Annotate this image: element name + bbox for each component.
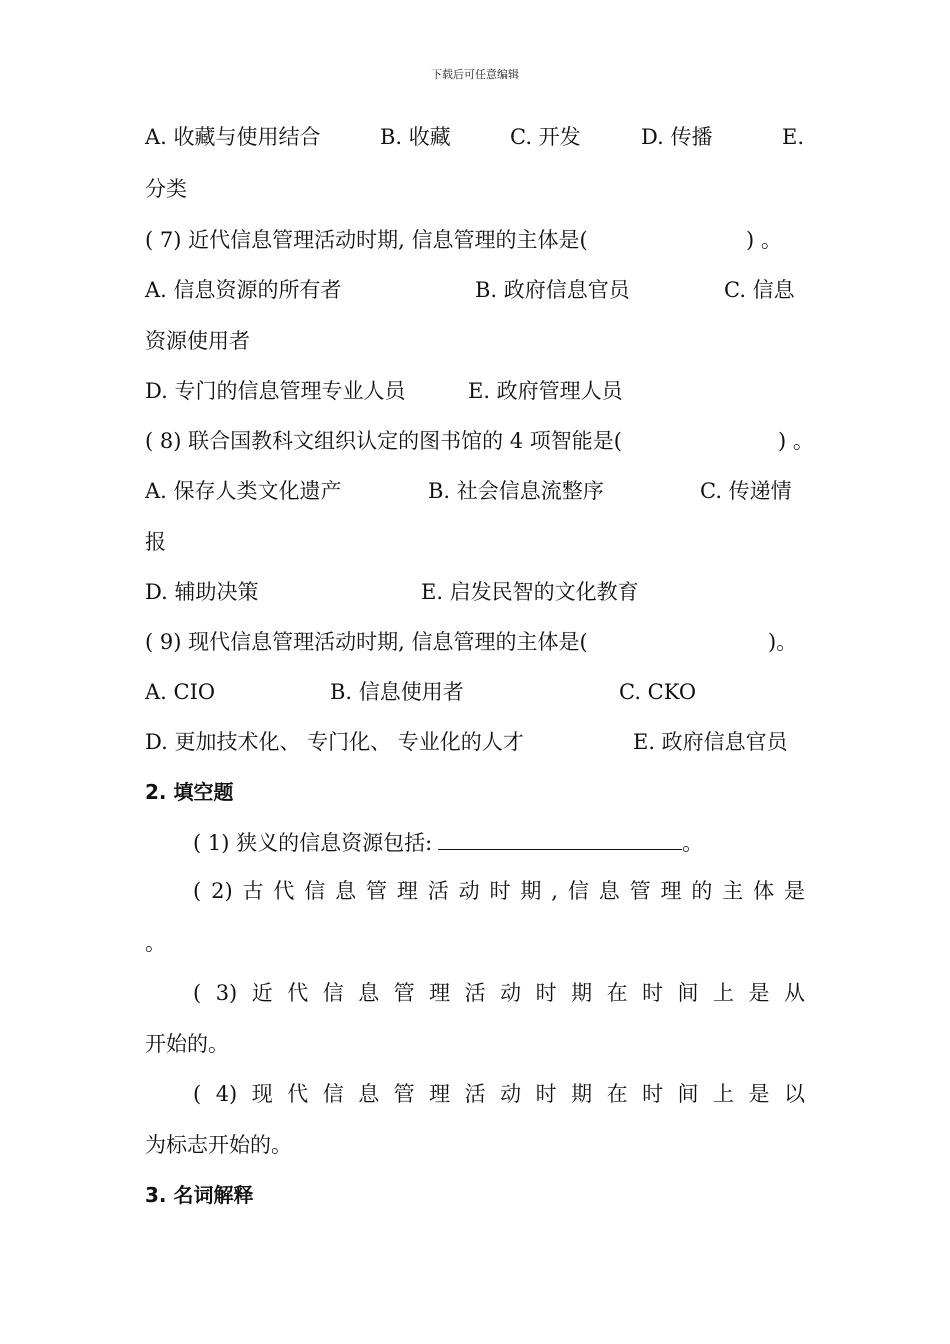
fill-4-char: 期 (571, 1082, 593, 1106)
fill-4-char: 活 (464, 1082, 486, 1106)
fill-4-char: 代 (287, 1082, 309, 1106)
fill-4-row (193, 1081, 805, 1107)
fill-4-char: 管 (393, 1082, 415, 1106)
fill-3-char: 在 (606, 981, 628, 1005)
fill-3-char: 信 (322, 981, 344, 1005)
fill-2-wrap: 。 (145, 931, 166, 955)
fill-3-row (193, 980, 805, 1006)
q7-option-c-wrap: 资源使用者 (145, 329, 250, 353)
fill-2-char: 的 (691, 879, 713, 903)
fill-4-char: 以 (784, 1082, 805, 1106)
fill-3-char: ( (193, 981, 202, 1005)
fill-2-char: 古 (242, 879, 264, 903)
fill-1-end: 。 (682, 831, 704, 855)
fill-2-char: 理 (660, 879, 682, 903)
fill-2-char: , (551, 879, 558, 903)
q9-stem: ( 9) 现代信息管理活动时期, 信息管理的主体是( (145, 630, 588, 654)
fill-2-char: 主 (722, 879, 744, 903)
fill-1-text: ( 1) 狭义的信息资源包括: (193, 831, 433, 855)
fill-4-char: 在 (606, 1082, 628, 1106)
q7-option-e: E. 政府管理人员 (468, 379, 623, 403)
fill-2-char: 活 (427, 879, 449, 903)
q6-option-b: B. 收藏 (380, 125, 451, 149)
fill-4-char: 时 (535, 1082, 557, 1106)
fill-3-char: 是 (748, 981, 770, 1005)
q6-option-e: E. (782, 125, 805, 149)
q6-option-c: C. 开发 (510, 125, 581, 149)
section-2-title: 2. 填空题 (145, 780, 234, 804)
q6-option-e-wrap: 分类 (145, 177, 187, 201)
fill-3-char: 管 (393, 981, 415, 1005)
q9-stem-end: )。 (768, 630, 798, 654)
fill-3-wrap: 开始的。 (145, 1032, 229, 1056)
fill-2-char: 是 (783, 879, 805, 903)
fill-3-char: 近 (251, 981, 273, 1005)
fill-3-char: 时 (642, 981, 664, 1005)
fill-4-char: 息 (358, 1082, 380, 1106)
fill-2-char: ( (193, 879, 202, 903)
fill-4-char: 动 (500, 1082, 522, 1106)
fill-3-char: 上 (713, 981, 735, 1005)
fill-4-char: 信 (322, 1082, 344, 1106)
fill-4-char: 时 (642, 1082, 664, 1106)
fill-2-char: 时 (489, 879, 511, 903)
q7-option-c: C. 信息 (724, 278, 795, 302)
fill-4-wrap: 为标志开始的。 (145, 1133, 292, 1157)
q7-option-a: A. 信息资源的所有者 (145, 278, 342, 302)
fill-2-char: 期 (520, 879, 542, 903)
q6-option-d: D. 传播 (641, 125, 713, 149)
fill-3-char: 时 (535, 981, 557, 1005)
q9-option-d: D. 更加技术化、 专门化、 专业化的人才 (145, 730, 524, 754)
fill-3-char: 息 (358, 981, 380, 1005)
fill-4-char: 间 (677, 1082, 699, 1106)
fill-1-blank (438, 829, 682, 850)
q8-option-c-wrap: 报 (145, 530, 166, 554)
fill-2-char: 管 (366, 879, 388, 903)
fill-2-row (193, 878, 805, 904)
q8-option-c: C. 传递情 (700, 479, 792, 503)
q8-stem: ( 8) 联合国教科文组织认定的图书馆的 4 项智能是( (145, 429, 622, 453)
fill-4-char: 是 (748, 1082, 770, 1106)
fill-4-char: 上 (713, 1082, 735, 1106)
section-3-title: 3. 名词解释 (145, 1183, 254, 1207)
fill-2-char: 息 (598, 879, 620, 903)
q7-stem-end: ) 。 (746, 228, 782, 252)
q9-option-c: C. CKO (619, 680, 697, 704)
fill-2-char: 信 (567, 879, 589, 903)
fill-3-char: 理 (429, 981, 451, 1005)
fill-2-char: 代 (273, 879, 295, 903)
q9-option-a: A. CIO (145, 680, 216, 704)
q8-option-e: E. 启发民智的文化教育 (421, 580, 639, 604)
q7-option-b: B. 政府信息官员 (475, 278, 630, 302)
fill-4-char: 理 (429, 1082, 451, 1106)
fill-4-char: 现 (251, 1082, 273, 1106)
fill-2-char: 动 (458, 879, 480, 903)
fill-3-char: 代 (287, 981, 309, 1005)
fill-1 (193, 829, 703, 856)
fill-2-char: 2) (211, 879, 233, 903)
q7-stem: ( 7) 近代信息管理活动时期, 信息管理的主体是( (145, 228, 588, 252)
q9-option-e: E. 政府信息官员 (633, 730, 788, 754)
fill-2-char: 信 (304, 879, 326, 903)
q8-option-a: A. 保存人类文化遗产 (145, 479, 342, 503)
q8-option-b: B. 社会信息流整序 (428, 479, 604, 503)
fill-3-char: 从 (784, 981, 805, 1005)
fill-3-char: 间 (677, 981, 699, 1005)
q8-stem-end: ) 。 (778, 429, 814, 453)
page-header: 下载后可任意编辑 (431, 68, 519, 81)
fill-2-char: 息 (335, 879, 357, 903)
fill-3-char: 期 (571, 981, 593, 1005)
fill-3-char: 动 (500, 981, 522, 1005)
q8-option-d: D. 辅助决策 (145, 580, 259, 604)
q9-option-b: B. 信息使用者 (330, 680, 464, 704)
q6-option-a: A. 收藏与使用结合 (145, 125, 321, 149)
q7-option-d: D. 专门的信息管理专业人员 (145, 379, 406, 403)
fill-4-char: ( (193, 1082, 202, 1106)
fill-4-char: 4) (215, 1082, 238, 1106)
fill-3-char: 3) (215, 981, 238, 1005)
fill-2-char: 理 (396, 879, 418, 903)
fill-2-char: 体 (753, 879, 775, 903)
fill-2-char: 管 (629, 879, 651, 903)
fill-3-char: 活 (464, 981, 486, 1005)
